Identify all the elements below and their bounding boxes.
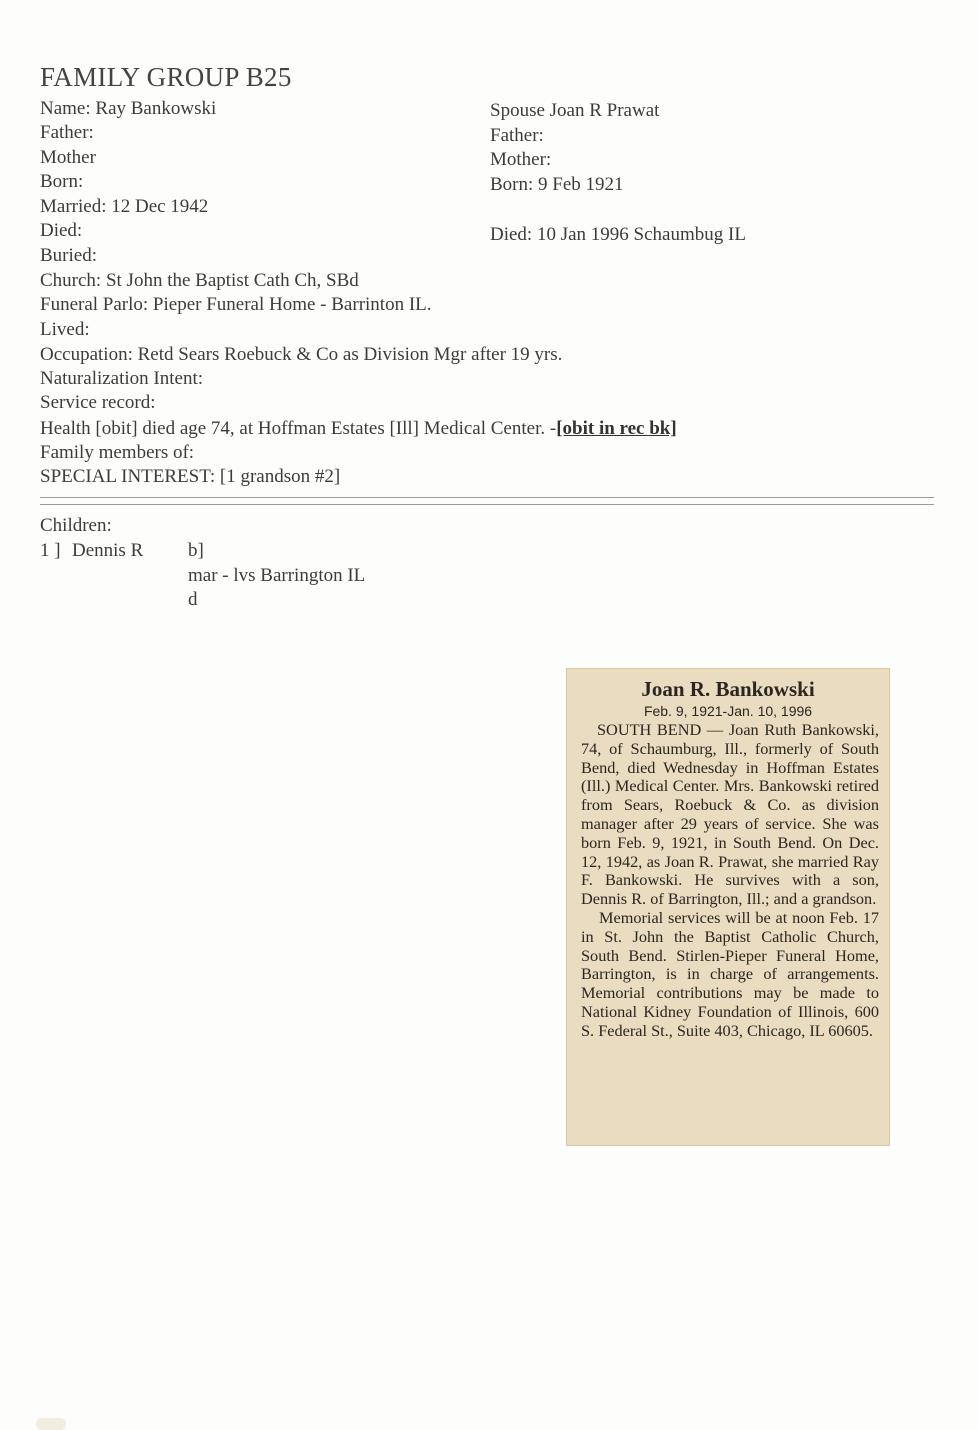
obituary-clipping <box>567 669 889 1145</box>
scan-smudge <box>36 1418 66 1430</box>
section-divider <box>40 497 934 505</box>
obit-link[interactable]: [obit in rec bk] <box>556 418 677 439</box>
field-spouse: Spouse Joan R Prawat <box>490 100 660 121</box>
obituary-body <box>581 721 879 1041</box>
field-spouse-born: Born: 9 Feb 1921 <box>490 174 624 195</box>
obituary-paragraph: Memorial services will be at noon Feb. 17 in St. John the Baptist Catholic Church, South Bend. Stirlen-Pieper Funeral Home, Barrington, is in charge of arrangements. Memorial contributions may be made to National Kidney Foundation of Illinois, 600 S. Federal St., Suite 403, Chicago, IL 60605. <box>581 907 879 1040</box>
field-born: Born: <box>40 171 84 192</box>
obituary-dates: Feb. 9, 1921-Jan. 10, 1996 <box>643 703 813 719</box>
child-born: b] <box>188 540 204 561</box>
field-church: Church: St John the Baptist Cath Ch, SBd <box>40 270 359 291</box>
field-occupation: Occupation: Retd Sears Roebuck & Co as Division Mgr after 19 yrs. <box>40 344 563 365</box>
field-father: Father: <box>40 122 94 143</box>
field-buried: Buried: <box>40 245 97 266</box>
page-title: FAMILY GROUP B25 <box>40 62 292 92</box>
field-died: Died: <box>40 220 83 241</box>
field-spouse-died: Died: 10 Jan 1996 Schaumbug IL <box>490 224 746 245</box>
obituary-paragraph: SOUTH BEND — Joan Ruth Bankowski, 74, of Schaumburg, Ill., formerly of South Bend, died Wednesday in Hoffman Estates (Ill.) Medical Center. Mrs. Bankowski retired from Sears, Roebuck & Co. as division manager after 29 years of service. She was born Feb. 9, 1921, in South Bend. On Dec. 12, 1942, as Joan R. Prawat, she married Ray F. Bankowski. He survives with a son, Dennis R. of Barrington, Ill.; and a grandson. <box>581 720 879 909</box>
field-name: Name: Ray Bankowski <box>40 98 217 119</box>
field-health <box>40 417 677 441</box>
field-funeral-parlor: Funeral Parlo: Pieper Funeral Home - Barrinton IL. <box>40 294 432 315</box>
child-name: Dennis R <box>72 540 144 561</box>
health-text: Health [obit] died age 74, at Hoffman Estates [Ill] Medical Center. - <box>40 418 557 439</box>
field-service-record: Service record: <box>40 392 156 413</box>
field-married: Married: 12 Dec 1942 <box>40 196 209 217</box>
child-died: d <box>188 589 198 610</box>
field-special-interest: SPECIAL INTEREST: [1 grandson #2] <box>40 466 341 487</box>
field-family-members: Family members of: <box>40 442 195 463</box>
obituary-headline: Joan R. Bankowski <box>641 677 815 701</box>
field-spouse-mother: Mother: <box>490 149 552 170</box>
field-mother: Mother <box>40 147 96 168</box>
child-married: mar - lvs Barrington IL <box>188 565 366 586</box>
field-lived: Lived: <box>40 319 90 340</box>
field-naturalization: Naturalization Intent: <box>40 368 204 389</box>
field-spouse-father: Father: <box>490 125 544 146</box>
children-label: Children: <box>40 515 112 536</box>
child-number: 1 ] <box>40 540 61 561</box>
